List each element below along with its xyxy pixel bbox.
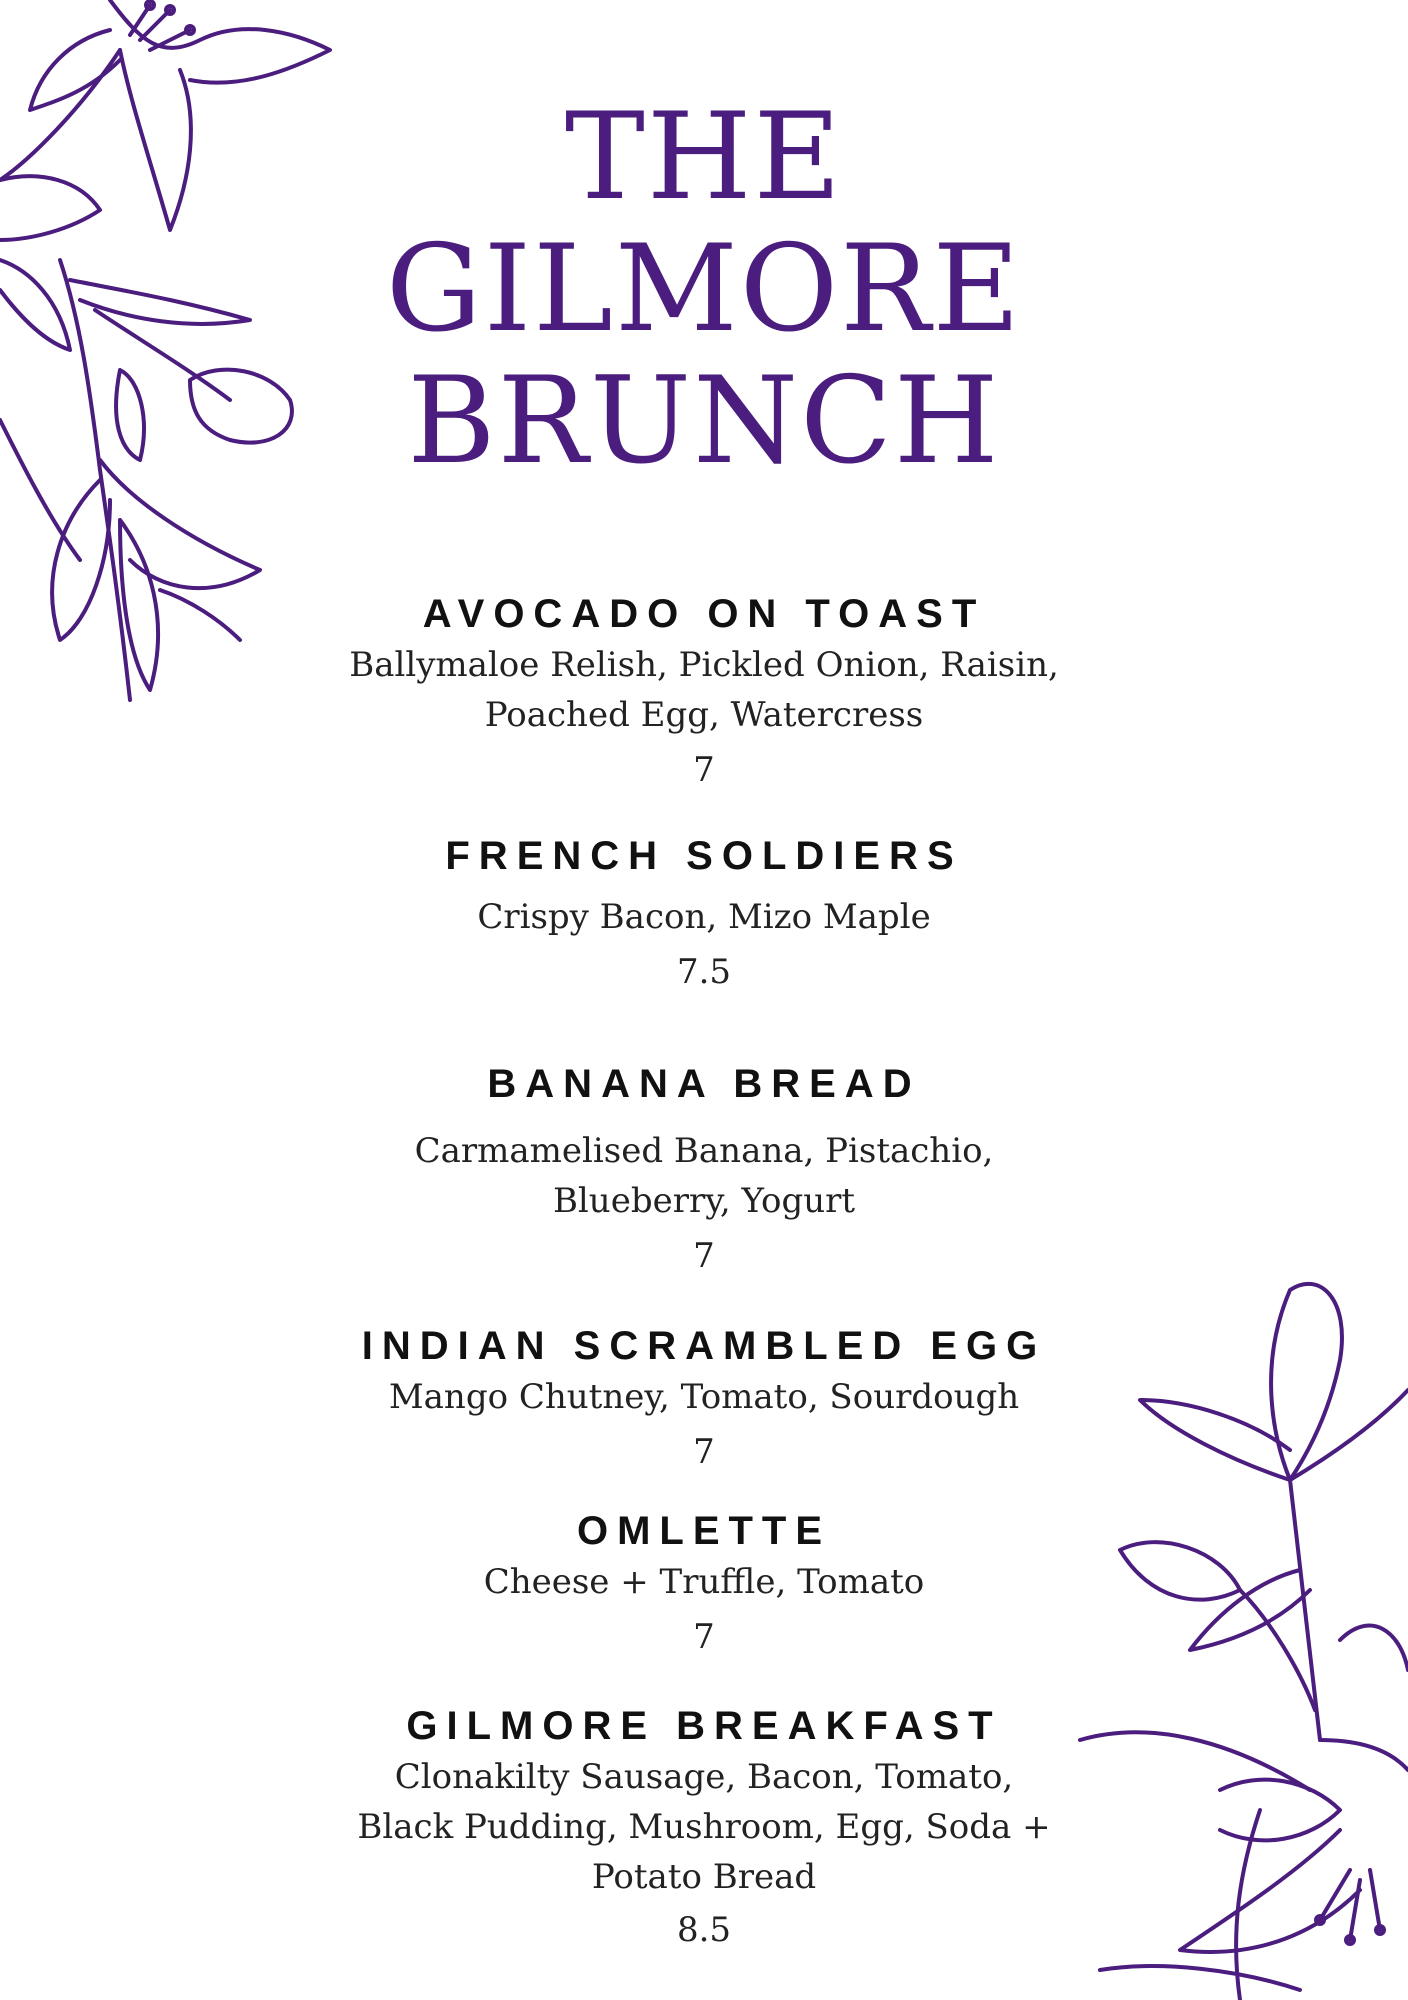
title-line-1: THE <box>564 88 844 227</box>
menu-item-price: 7 <box>693 750 715 790</box>
menu-item-price: 7 <box>693 1617 715 1657</box>
menu-item-description: Cheese + Truffle, Tomato <box>483 1562 925 1602</box>
menu-item-description: Clonakilty Sausage, Bacon, Tomato, Black Pudding, Mushroom, Egg, Soda + Potato Bread <box>357 1757 1051 1897</box>
menu-item <box>304 1700 1104 1958</box>
menu-item-name: GILMORE BREAKFAST <box>406 1704 1002 1748</box>
menu-item-description: Mango Chutney, Tomato, Sourdough <box>388 1377 1020 1417</box>
menu-item-price: 8.5 <box>676 1910 732 1950</box>
menu-item-name: INDIAN SCRAMBLED EGG <box>361 1324 1047 1368</box>
menu-item-price: 7.5 <box>676 952 732 992</box>
menu-item-description: Crispy Bacon, Mizo Maple <box>477 897 931 937</box>
menu-item-description: Carmamelised Banana, Pistachio, Blueberry, Yogurt <box>414 1131 994 1221</box>
title-line-2: GILMORE <box>385 220 1023 359</box>
menu-item-name: AVOCADO ON TOAST <box>422 592 986 636</box>
menu-item <box>304 1320 1104 1482</box>
menu-item <box>304 830 1104 1002</box>
menu-item <box>304 1058 1104 1286</box>
menu-item <box>304 1505 1104 1667</box>
menu-item-price: 7 <box>693 1236 715 1276</box>
menu-item-name: FRENCH SOLDIERS <box>445 834 963 878</box>
floral-bottom-right-icon <box>1060 1270 1408 2000</box>
menu-item-description: Ballymaloe Relish, Pickled Onion, Raisin, Poached Egg, Watercress <box>349 645 1059 735</box>
menu-item-name: BANANA BREAD <box>487 1062 921 1106</box>
page-title <box>0 88 1408 491</box>
title-line-3: BRUNCH <box>407 352 1001 491</box>
menu-item <box>304 588 1104 800</box>
menu-item-price: 7 <box>693 1432 715 1472</box>
menu-item-name: OMLETTE <box>576 1509 832 1553</box>
